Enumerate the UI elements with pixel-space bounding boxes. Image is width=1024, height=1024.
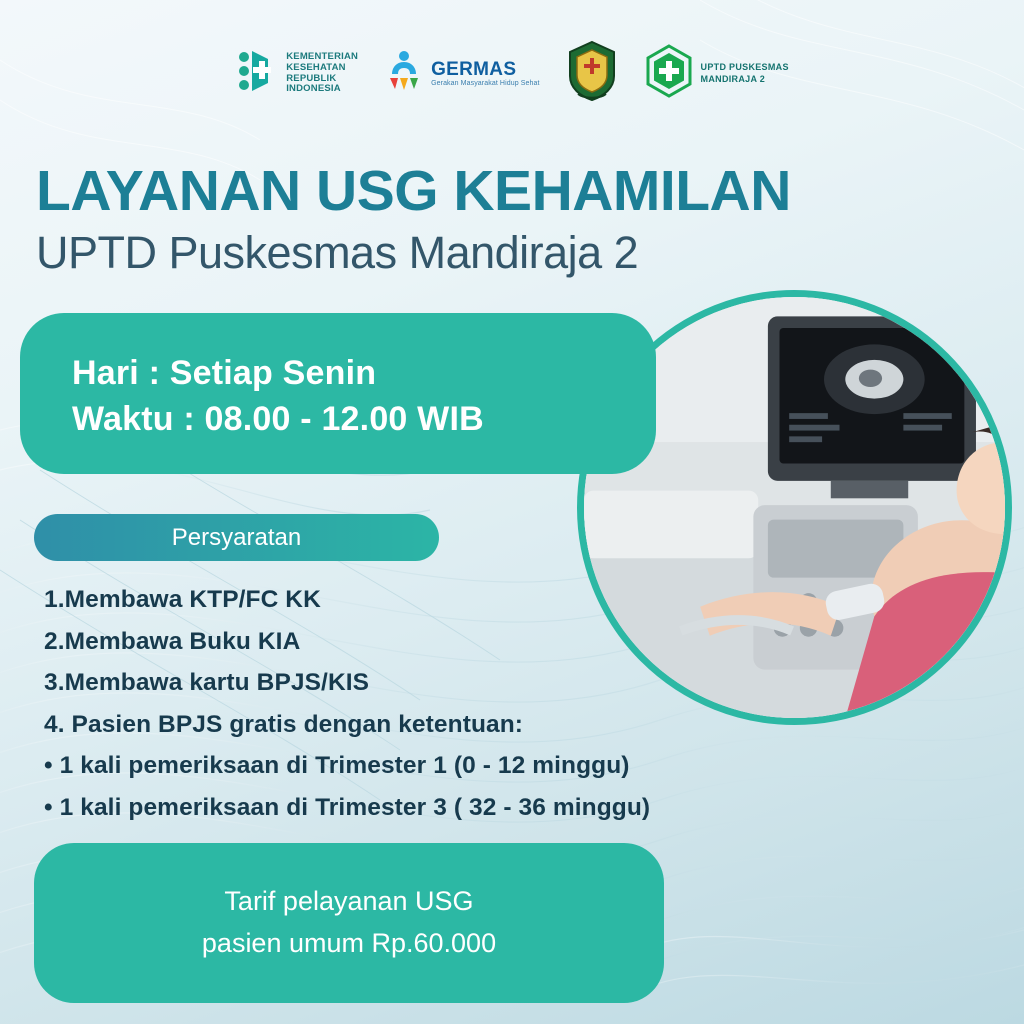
logo-row <box>0 40 1024 107</box>
kemenkes-logo-icon <box>235 47 279 100</box>
logo-garuda <box>566 40 618 107</box>
schedule-time: Waktu : 08.00 - 12.00 WIB <box>72 399 484 438</box>
kemenkes-line-2: KESEHATAN <box>286 61 346 73</box>
requirements-heading: Persyaratan <box>34 514 439 561</box>
schedule-card <box>20 313 656 474</box>
logo-germas <box>384 49 539 98</box>
schedule-day: Hari : Setiap Senin <box>72 354 377 392</box>
germas-subtitle: Gerakan Masyarakat Hidup Sehat <box>431 80 540 88</box>
list-item: 1.Membawa KTP/FC KK <box>44 586 321 613</box>
page-title: LAYANAN USG KEHAMILAN <box>36 159 791 223</box>
list-item: 4. Pasien BPJS gratis dengan ketentuan: <box>44 710 524 738</box>
list-item: • 1 kali pemeriksaan di Trimester 3 ( 32 - 36 minggu) <box>44 793 651 821</box>
requirements-list <box>44 588 864 837</box>
price-line-2: pasien umum Rp.60.000 <box>201 928 497 958</box>
list-item: • 1 kali pemeriksaan di Trimester 1 (0 - 12 minggu) <box>44 752 630 779</box>
list-item: 2.Membawa Buku KIA <box>44 627 301 655</box>
price-card <box>34 843 664 1003</box>
garuda-emblem-icon <box>566 40 618 107</box>
logo-puskesmas <box>644 44 789 103</box>
page-subtitle: UPTD Puskesmas Mandiraja 2 <box>36 227 639 278</box>
kemenkes-logo-text <box>286 52 358 95</box>
puskesmas-logo-text <box>701 62 789 85</box>
price-line-1: Tarif pelayanan USG <box>224 886 474 917</box>
puskesmas-logo-icon <box>644 44 694 103</box>
kemenkes-line-3: REPUBLIK <box>286 72 337 84</box>
germas-title: GERMAS <box>431 58 517 80</box>
kemenkes-line-4: INDONESIA <box>286 83 341 95</box>
germas-logo-text <box>431 59 539 88</box>
kemenkes-line-1: KEMENTERIAN <box>286 51 359 63</box>
germas-logo-icon <box>384 49 424 98</box>
list-item: 3.Membawa kartu BPJS/KIS <box>44 669 370 696</box>
puskesmas-line-2: MANDIRAJA 2 <box>700 73 766 84</box>
logo-kemenkes <box>235 47 358 100</box>
puskesmas-line-1: UPTD PUSKESMAS <box>700 61 789 72</box>
